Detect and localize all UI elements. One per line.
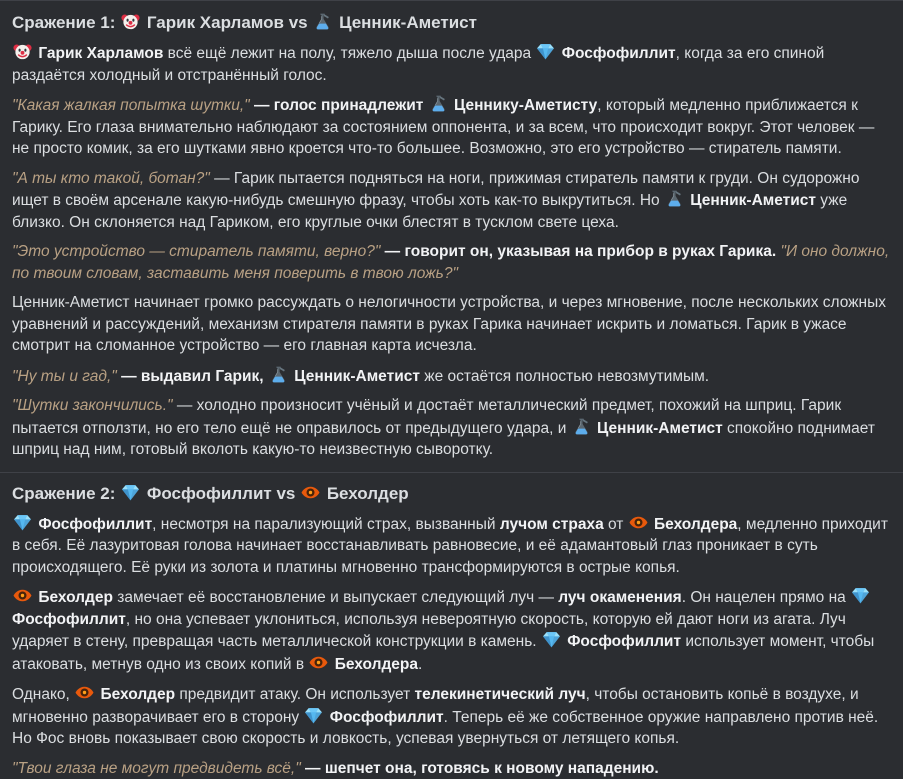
- quote-text: "Какая жалкая попытка шутки,": [12, 97, 250, 114]
- text-run: . Он нацелен прямо на: [682, 589, 850, 606]
- bold-text: луч окаменения: [558, 589, 681, 606]
- gem-icon: [542, 630, 561, 649]
- section-divider: [0, 472, 903, 473]
- alembic-icon: [313, 12, 332, 31]
- text-run: — Гарик пытается подняться на ноги, прижимая стиратель памяти к груди. Он судорожно ищет в своём арсенале какую-нибудь смешную фразу, чтобы хоть как-то выкрутиться. Но: [12, 170, 859, 210]
- bold-text: Ценник-Аметист: [294, 368, 420, 385]
- text-run: Однако,: [12, 686, 74, 703]
- text-run: Ценник-Аметист: [334, 13, 477, 32]
- text-run: . Теперь её же собственное оружие направлено против неё. Но Фос вновь показывает свою скорость и ловкость, успевая увернуться от летящего копья.: [12, 709, 878, 748]
- text-run: Сражение 2:: [12, 484, 120, 503]
- text-run: .: [418, 656, 422, 673]
- text-run: всё ещё лежит на полу, тяжело дыша после удара: [163, 45, 535, 62]
- bold-text: Ценник-Аметист: [597, 420, 723, 437]
- gem-icon: [851, 586, 870, 605]
- story-paragraph: [12, 292, 892, 357]
- bold-text: Фосфофиллит: [12, 611, 126, 628]
- story-paragraph: [12, 395, 892, 461]
- story-paragraph: [12, 683, 892, 750]
- story-paragraph: [12, 586, 892, 675]
- quote-text: "Ну ты и гад,": [12, 368, 117, 385]
- alembic-icon: [572, 417, 591, 436]
- story-paragraph: [12, 758, 892, 779]
- quote-text: "И оно должно, по твоим словам, заставить меня поверить в твою ложь?": [12, 243, 889, 282]
- text-run: , когда за его спиной раздаётся холодный и отстранённый голос.: [12, 45, 824, 84]
- text-run: Бехолдер: [322, 484, 409, 503]
- bold-text: Фосфофиллит: [562, 45, 676, 62]
- text-run: — холодно произносит учёный и достаёт металлический предмет, похожий на шприц. Гарик пытается отползти, но его тело ещё не оправилось от предыдущего удара, и: [12, 397, 841, 437]
- quote-text: "Шутки закончились.": [12, 397, 173, 414]
- bold-text: Бехолдер: [100, 686, 175, 703]
- bold-text: — выдавил Гарик,: [117, 368, 268, 385]
- gem-icon: [536, 42, 555, 61]
- bold-text: телекинетический луч: [415, 686, 586, 703]
- bold-text: Бехолдер: [38, 589, 113, 606]
- text-run: замечает её восстановление и выпускает следующий луч —: [113, 589, 558, 606]
- eye-icon: [309, 653, 328, 672]
- gem-icon: [304, 706, 323, 725]
- alembic-icon: [665, 189, 684, 208]
- story-paragraph: [12, 241, 892, 284]
- battle-section-2: [12, 483, 892, 779]
- bold-text: Бехолдера: [654, 516, 737, 533]
- battle-report: [12, 12, 892, 779]
- bold-text: Фосфофиллит: [567, 633, 681, 650]
- gem-icon: [13, 513, 32, 532]
- text-run: , чтобы остановить копьё в воздухе, и мгновенно разворачивает его в сторону: [12, 686, 859, 726]
- story-paragraph: [12, 168, 892, 234]
- alembic-icon: [429, 94, 448, 113]
- text-run: Гарик Харламов vs: [142, 13, 312, 32]
- text-run: , но она успевает уклониться, используя невероятную скорость, которую ей дают ноги из агата. Луч ударяет в стену, превращая часть металлической конструкции в камень.: [12, 611, 846, 651]
- story-paragraph: [12, 365, 892, 388]
- bold-text: Ценник-Аметист: [690, 192, 816, 209]
- eye-icon: [629, 513, 648, 532]
- text-run: Фосфофиллит vs: [142, 484, 300, 503]
- text-run: предвидит атаку. Он использует: [175, 686, 414, 703]
- bold-text: Гарик Харламов: [38, 45, 163, 62]
- quote-text: "Это устройство — стиратель памяти, верно?": [12, 243, 380, 260]
- alembic-icon: [269, 365, 288, 384]
- quote-text: "А ты кто такой, ботан?": [12, 170, 210, 187]
- text-run: , несмотря на парализующий страх, вызванный: [152, 516, 500, 533]
- bold-text: — говорит он, указывая на прибор в руках Гарика.: [380, 243, 780, 260]
- text-run: , медленно приходит в себя. Её лазуритовая голова начинает восстанавливать равновесие, и её адамантовый глаз проникает в суть происходящего. Её руки из золота и платины мгновенно трансформируются в острые копья.: [12, 516, 888, 576]
- clown-face-icon: [121, 12, 140, 31]
- battle-heading-1: [12, 12, 892, 34]
- bold-text: Фосфофиллит: [38, 516, 152, 533]
- text-run: Сражение 1:: [12, 13, 120, 32]
- battle-heading-2: [12, 483, 892, 505]
- bold-text: Бехолдера: [335, 656, 418, 673]
- gem-icon: [121, 483, 140, 502]
- text-run: уже близко. Он склоняется над Гариком, его круглые очки блестят в тусклом свете цеха.: [12, 192, 847, 231]
- text-run: Ценник-Аметист начинает громко рассуждать о нелогичности устройства, и через мгновение, после нескольких сложных уравнений и рассуждений, механизм стирателя памяти в руках Гарика начинает искрить и ломаться. Гарик в ужасе смотрит на сломанное устройство — его главная карта исчезла.: [12, 294, 886, 354]
- text-run: использует момент, чтобы атаковать, метнув одно из своих копий в: [12, 633, 874, 673]
- eye-icon: [13, 586, 32, 605]
- text-run: от: [604, 516, 628, 533]
- bold-text: Фосфофиллит: [330, 709, 444, 726]
- text-run: же остаётся полностью невозмутимым.: [420, 368, 709, 385]
- bold-text: лучом страха: [500, 516, 604, 533]
- text-run: , который медленно приближается к Гарику. Его глаза внимательно наблюдают за состоянием оппонента, и за всем, что происходит вокруг. Этот человек — не просто комик, за его шутками явно кроется что-то большее. Возможно, это его устройство — стиратель памяти.: [12, 97, 874, 157]
- bold-text: — голос принадлежит: [250, 97, 428, 114]
- story-paragraph: [12, 42, 892, 86]
- clown-face-icon: [13, 42, 32, 61]
- text-run: спокойно поднимает шприц над ним, готовый вколоть какую-то неизвестную сыворотку.: [12, 420, 875, 459]
- eye-icon: [75, 683, 94, 702]
- quote-text: "Твои глаза не могут предвидеть всё,": [12, 760, 301, 777]
- eye-icon: [301, 483, 320, 502]
- battle-section-1: [12, 12, 892, 461]
- bold-text: — шепчет она, готовясь к новому нападению.: [301, 760, 659, 777]
- story-paragraph: [12, 513, 892, 579]
- story-paragraph: [12, 94, 892, 160]
- bold-text: Ценнику-Аметисту: [454, 97, 597, 114]
